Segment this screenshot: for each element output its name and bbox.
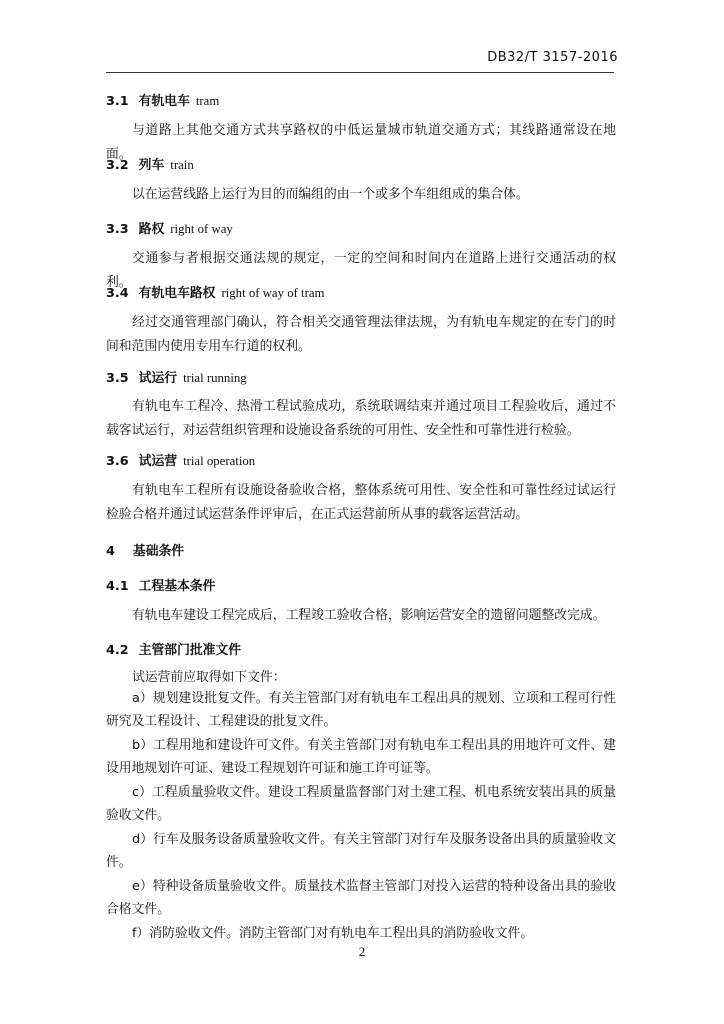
header-divider [106,72,614,73]
list-item: f）消防验收文件。消防主管部门对有轨电车工程出具的消防验收文件。 [132,926,534,941]
section-body-3-2: 以在运营线路上运行为目的而编组的由一个或多个车组组成的集合体。 [132,187,529,202]
section-body-3-6: 有轨电车工程所有设施设备验收合格，整体系统可用性、安全性和可靠性经过试运行检验合格并通过试运营条件评审后，在正式运营前所从事的载客运营活动。 [106,483,616,522]
section-intro-4-2: 试运营前应取得如下文件： [132,670,286,685]
section-body-3-4: 经过交通管理部门确认，符合相关交通管理法律法规，为有轨电车规定的在专门的时间和范围内使用专用车行道的权利。 [106,315,616,354]
section-body-3-5: 有轨电车工程冷、热滑工程试验成功，系统联调结束并通过项目工程验收后，通过不载客试运行，对运营组织管理和设施设备系统的可用性、安全性和可靠性进行检验。 [106,399,616,438]
section-heading-3-3: 3.3 路权 right of way [106,222,233,237]
chapter-heading-4: 4 基础条件 [106,544,185,559]
section-heading-4-2: 4.2 主管部门批准文件 [106,643,242,658]
document-code: DB32/T 3157-2016 [487,50,618,65]
section-heading-3-6: 3.6 试运营 trial operation [106,454,256,469]
page-number: 2 [358,944,366,959]
section-heading-3-5: 3.5 试运行 trial running [106,371,247,386]
section-heading-3-2: 3.2 列车 train [106,158,194,173]
section-body-3-3: 交通参与者根据交通法规的规定，一定的空间和时间内在道路上进行交通活动的权利。 [106,251,616,290]
list-item: b）工程用地和建设许可文件。有关主管部门对有轨电车工程出具的用地许可文件、建设用地规划许可证、建设工程规划许可证和施工许可证等。 [106,738,616,776]
section-heading-3-4: 3.4 有轨电车路权 right of way of tram [106,286,325,301]
section-body-4-1: 有轨电车建设工程完成后，工程竣工验收合格，影响运营安全的遗留问题整改完成。 [132,608,606,623]
section-heading-4-1: 4.1 工程基本条件 [106,579,216,594]
list-item: d）行车及服务设备质量验收文件。有关主管部门对行车及服务设备出具的质量验收文件。 [106,832,616,870]
list-item: e）特种设备质量验收文件。质量技术监督主管部门对投入运营的特种设备出具的验收合格文件。 [106,879,616,917]
list-item: a）规划建设批复文件。有关主管部门对有轨电车工程出具的规划、立项和工程可行性研究及工程设计、工程建设的批复文件。 [106,691,616,729]
section-heading-3-1: 3.1 有轨电车 tram [106,94,220,109]
section-body-3-1: 与道路上其他交通方式共享路权的中低运量城市轨道交通方式；其线路通常设在地面。 [106,123,616,162]
list-item: c）工程质量验收文件。建设工程质量监督部门对土建工程、机电系统安装出具的质量验收文件。 [106,785,616,823]
